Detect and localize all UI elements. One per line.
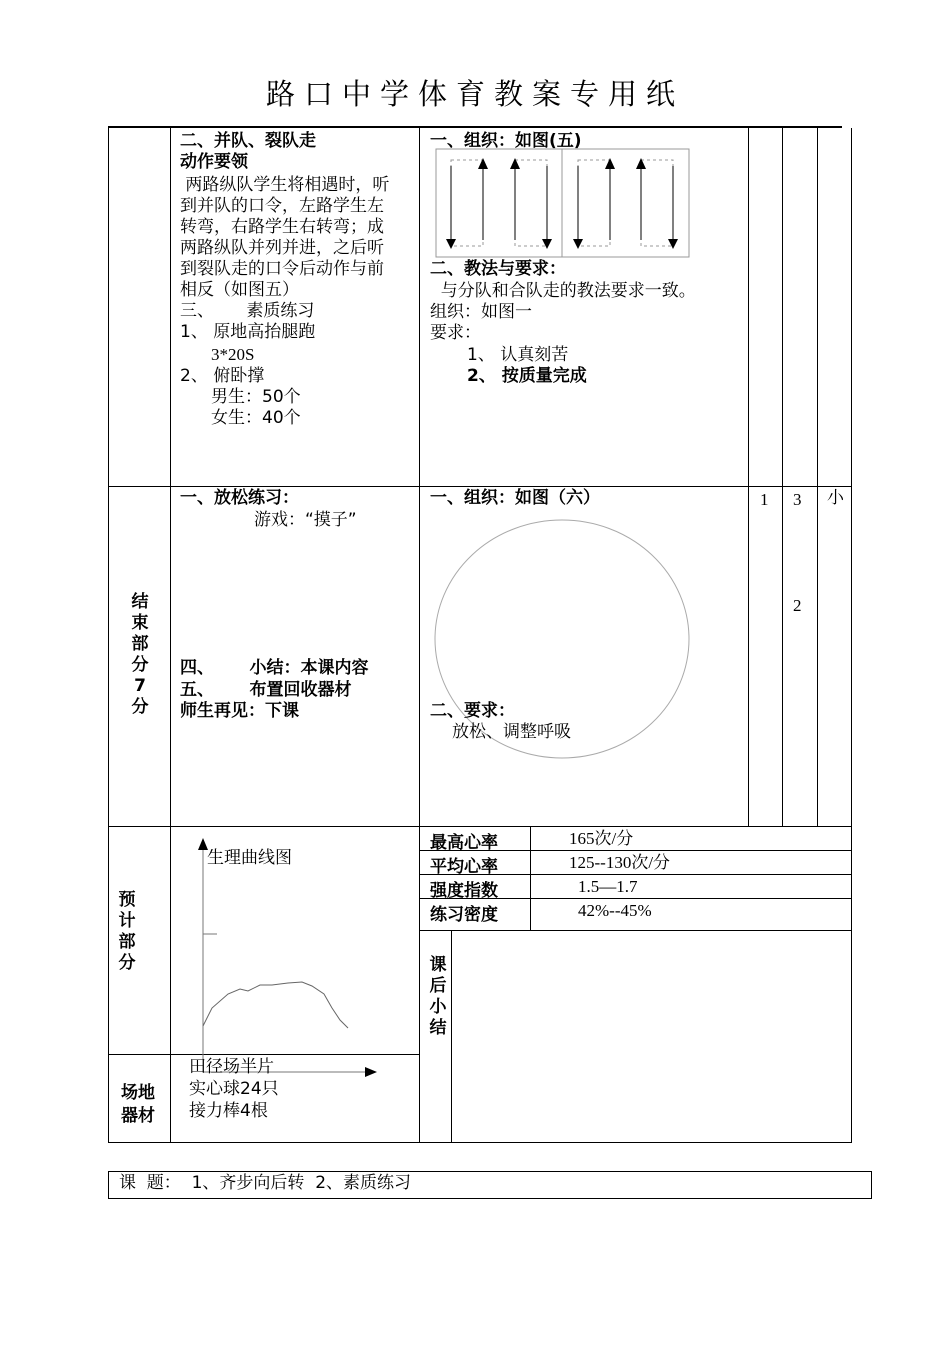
content-line: 1、 原地高抬腿跑 <box>180 322 316 342</box>
count-value: 3 <box>793 490 802 509</box>
page-title: 路口中学体育教案专用纸 <box>265 77 684 111</box>
topic-text: 课 题： 1、齐步向后转 2、素质练习 <box>119 1173 412 1193</box>
req-heading: 二、要求： <box>430 701 515 721</box>
stat-label: 平均心率 <box>430 857 498 877</box>
content-line: 三、 素质练习 <box>180 301 315 321</box>
venue-label: 场地 <box>121 1083 155 1103</box>
predict-section-label: 预计部分 <box>118 890 136 973</box>
grid-line <box>530 826 531 930</box>
content-line: 两路纵队学生将相遇时，听 <box>180 175 390 195</box>
ending-section-label: 结束部分7分 <box>131 592 149 717</box>
after-class-label: 课后小结 <box>429 955 447 1038</box>
grid-line <box>782 128 783 826</box>
intensity-value: 小 <box>827 488 844 508</box>
grid-line <box>170 128 171 1143</box>
method-line: 1、 认真刻苦 <box>467 345 569 365</box>
method-line: 要求： <box>430 323 481 343</box>
stat-label: 练习密度 <box>430 905 498 925</box>
grid-line <box>817 128 818 826</box>
grid-line <box>748 128 749 826</box>
content-line: 五、 布置回收器材 <box>180 680 352 700</box>
grid-line <box>851 128 852 1143</box>
section-subheading: 动作要领 <box>180 152 248 172</box>
venue-item: 实心球24只 <box>189 1079 279 1099</box>
grid-line <box>419 128 420 1143</box>
content-line: 女生：40个 <box>211 408 301 428</box>
method-line: 2、 按质量完成 <box>467 366 587 386</box>
content-line: 到并队的口令，左路学生左 <box>180 196 384 216</box>
method-line: 组织：如图一 <box>430 302 532 322</box>
content-line: 师生再见：下课 <box>180 701 299 721</box>
content-line: 男生：50个 <box>211 387 301 407</box>
method-line: 与分队和合队走的教法要求一致。 <box>430 281 696 301</box>
count-value: 2 <box>793 596 802 615</box>
venue-label: 器材 <box>121 1106 155 1126</box>
content-line: 转弯，右路学生右转弯；成 <box>180 217 384 237</box>
grid-line <box>451 930 452 1143</box>
stat-value: 125--130次/分 <box>569 853 671 872</box>
content-line: 2、 俯卧撑 <box>180 366 265 386</box>
section-heading: 二、并队、裂队走 <box>180 131 316 151</box>
grid-line <box>108 826 852 827</box>
req-text: 放松、调整呼吸 <box>452 722 571 742</box>
stat-label: 最高心率 <box>430 833 498 853</box>
org-heading: 一、组织：如图(五) <box>430 131 582 151</box>
content-line: 四、 小结：本课内容 <box>180 658 369 678</box>
venue-item: 田径场半片 <box>189 1057 274 1077</box>
stat-label: 强度指数 <box>430 881 498 901</box>
section-heading: 一、放松练习： <box>180 488 299 508</box>
physiology-curve <box>190 836 390 1081</box>
stat-value: 1.5—1.7 <box>578 877 638 896</box>
grid-line <box>108 128 109 1143</box>
count-value: 1 <box>760 490 769 509</box>
content-line: 3*20S <box>211 345 255 364</box>
venue-item: 接力棒4根 <box>189 1101 268 1121</box>
stat-value: 42%--45% <box>578 901 652 920</box>
march-diagram <box>435 148 695 260</box>
grid-line <box>108 486 852 487</box>
title-rule <box>108 126 842 128</box>
stat-value: 165次/分 <box>569 829 634 848</box>
method-heading: 二、教法与要求： <box>430 259 566 279</box>
content-line: 到裂队走的口令后动作与前 <box>180 259 384 279</box>
grid-line <box>419 930 852 931</box>
content-line: 相反（如图五） <box>180 280 299 300</box>
content-line: 游戏：“摸子” <box>254 510 357 530</box>
org-heading: 一、组织：如图（六） <box>430 488 600 508</box>
curve-title: 生理曲线图 <box>207 848 292 868</box>
content-line: 两路纵队并列并进，之后听 <box>180 238 384 258</box>
grid-line <box>108 1142 852 1143</box>
